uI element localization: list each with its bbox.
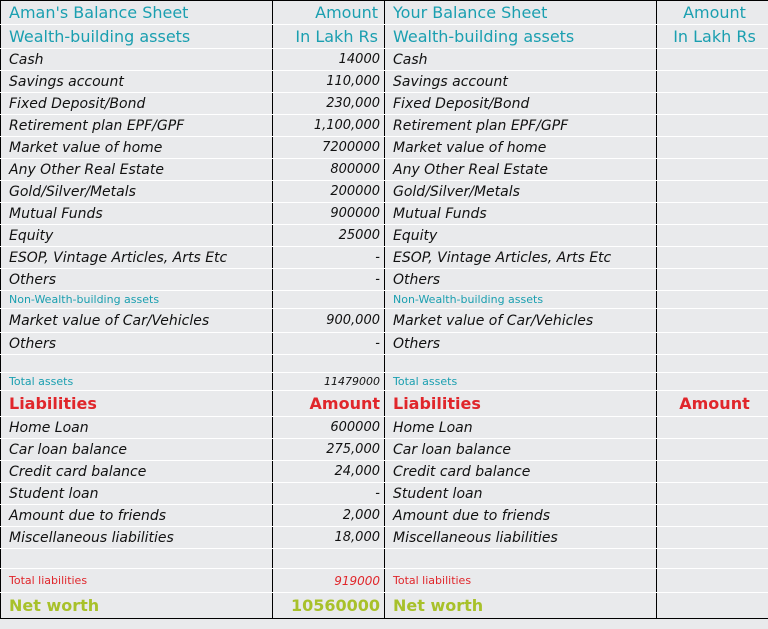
aman-liability-value: 600000 (273, 417, 385, 439)
your-liability-value[interactable] (657, 439, 768, 461)
your-asset-value[interactable] (657, 159, 768, 181)
empty-cell (385, 355, 657, 373)
your-non-wealth-label: Non-Wealth-building assets (385, 291, 657, 309)
your-asset-value[interactable] (657, 203, 768, 225)
aman-net-worth-value: 10560000 (273, 593, 385, 619)
aman-total-assets-value: 11479000 (273, 373, 385, 391)
your-asset-value[interactable] (657, 71, 768, 93)
your-non-wealth-value[interactable] (657, 309, 768, 333)
empty-cell (385, 549, 657, 569)
your-liability-label: Credit card balance (385, 461, 657, 483)
your-total-assets-value[interactable] (657, 373, 768, 391)
aman-total-liabilities-value: 919000 (273, 569, 385, 593)
empty-cell (1, 549, 273, 569)
your-non-wealth-item: Market value of Car/Vehicles (385, 309, 657, 333)
total-liabilities-row (1, 569, 768, 593)
liability-row (1, 505, 768, 527)
aman-asset-label: Mutual Funds (1, 203, 273, 225)
your-title: Your Balance Sheet (385, 1, 657, 25)
your-asset-label: Gold/Silver/Metals (385, 181, 657, 203)
your-total-liabilities-value[interactable] (657, 569, 768, 593)
aman-liability-value: 18,000 (273, 527, 385, 549)
your-asset-value[interactable] (657, 181, 768, 203)
empty-cell (657, 355, 768, 373)
aman-asset-label: Savings account (1, 71, 273, 93)
aman-asset-label: Cash (1, 49, 273, 71)
asset-row (1, 115, 768, 137)
your-asset-value[interactable] (657, 247, 768, 269)
your-asset-label: Savings account (385, 71, 657, 93)
empty-cell (273, 355, 385, 373)
aman-asset-label: Others (1, 269, 273, 291)
aman-liability-label: Home Loan (1, 417, 273, 439)
aman-asset-value: 110,000 (273, 71, 385, 93)
your-asset-label: Equity (385, 225, 657, 247)
aman-asset-label: Gold/Silver/Metals (1, 181, 273, 203)
aman-liability-value: - (273, 483, 385, 505)
title-row (1, 1, 768, 25)
asset-row (1, 71, 768, 93)
your-asset-label: Fixed Deposit/Bond (385, 93, 657, 115)
aman-non-wealth-value: - (273, 333, 385, 355)
your-asset-value[interactable] (657, 115, 768, 137)
aman-unit-label: In Lakh Rs (273, 25, 385, 49)
aman-asset-value: 25000 (273, 225, 385, 247)
aman-liability-value: 275,000 (273, 439, 385, 461)
asset-row (1, 93, 768, 115)
aman-asset-value: 14000 (273, 49, 385, 71)
liability-row (1, 483, 768, 505)
total-assets-row (1, 373, 768, 391)
empty-cell (273, 549, 385, 569)
empty-cell (1, 355, 273, 373)
aman-title: Aman's Balance Sheet (1, 1, 273, 25)
your-liability-value[interactable] (657, 527, 768, 549)
your-total-liabilities-label: Total liabilities (385, 569, 657, 593)
your-liability-label: Home Loan (385, 417, 657, 439)
aman-asset-value: - (273, 247, 385, 269)
aman-asset-label: Equity (1, 225, 273, 247)
aman-asset-label: Retirement plan EPF/GPF (1, 115, 273, 137)
your-liability-value[interactable] (657, 417, 768, 439)
asset-row (1, 269, 768, 291)
non-wealth-row (1, 333, 768, 355)
liability-row (1, 461, 768, 483)
your-liability-value[interactable] (657, 483, 768, 505)
your-liability-label: Student loan (385, 483, 657, 505)
your-asset-label: Others (385, 269, 657, 291)
aman-asset-value: - (273, 269, 385, 291)
aman-asset-value: 1,100,000 (273, 115, 385, 137)
empty-cell (657, 291, 768, 309)
empty-cell (273, 291, 385, 309)
your-amount-header: Amount (657, 1, 768, 25)
liabilities-header-row (1, 391, 768, 417)
aman-asset-label: Fixed Deposit/Bond (1, 93, 273, 115)
subheader-row (1, 25, 768, 49)
aman-liability-label: Credit card balance (1, 461, 273, 483)
your-net-worth-value[interactable] (657, 593, 768, 619)
aman-liability-label: Car loan balance (1, 439, 273, 461)
aman-non-wealth-value: 900,000 (273, 309, 385, 333)
your-total-assets-label: Total assets (385, 373, 657, 391)
your-asset-value[interactable] (657, 49, 768, 71)
aman-liability-label: Miscellaneous liabilities (1, 527, 273, 549)
asset-row (1, 225, 768, 247)
your-asset-label: Retirement plan EPF/GPF (385, 115, 657, 137)
aman-asset-label: Market value of home (1, 137, 273, 159)
aman-asset-value: 7200000 (273, 137, 385, 159)
aman-liability-label: Student loan (1, 483, 273, 505)
aman-wealth-building-label: Wealth-building assets (1, 25, 273, 49)
your-liability-value[interactable] (657, 461, 768, 483)
aman-net-worth-label: Net worth (1, 593, 273, 619)
your-asset-label: ESOP, Vintage Articles, Arts Etc (385, 247, 657, 269)
non-wealth-header-row (1, 291, 768, 309)
aman-amount-header: Amount (273, 1, 385, 25)
your-liabilities-amount-header: Amount (657, 391, 768, 417)
aman-liability-value: 24,000 (273, 461, 385, 483)
aman-asset-label: Any Other Real Estate (1, 159, 273, 181)
aman-total-assets-label: Total assets (1, 373, 273, 391)
aman-non-wealth-item: Market value of Car/Vehicles (1, 309, 273, 333)
your-asset-label: Market value of home (385, 137, 657, 159)
non-wealth-row (1, 309, 768, 333)
your-liability-label: Miscellaneous liabilities (385, 527, 657, 549)
aman-asset-value: 200000 (273, 181, 385, 203)
aman-non-wealth-item: Others (1, 333, 273, 355)
your-asset-value[interactable] (657, 137, 768, 159)
your-asset-label: Cash (385, 49, 657, 71)
asset-row (1, 203, 768, 225)
empty-cell (657, 549, 768, 569)
your-non-wealth-value[interactable] (657, 333, 768, 355)
your-asset-label: Mutual Funds (385, 203, 657, 225)
your-asset-value[interactable] (657, 225, 768, 247)
asset-row (1, 49, 768, 71)
aman-asset-value: 900000 (273, 203, 385, 225)
aman-total-liabilities-label: Total liabilities (1, 569, 273, 593)
your-liability-label: Amount due to friends (385, 505, 657, 527)
aman-liabilities-header: Liabilities (1, 391, 273, 417)
your-wealth-building-label: Wealth-building assets (385, 25, 657, 49)
liability-row (1, 527, 768, 549)
aman-liabilities-amount-header: Amount (273, 391, 385, 417)
aman-asset-value: 800000 (273, 159, 385, 181)
your-liability-label: Car loan balance (385, 439, 657, 461)
aman-non-wealth-label: Non-Wealth-building assets (1, 291, 273, 309)
aman-asset-value: 230,000 (273, 93, 385, 115)
your-asset-value[interactable] (657, 269, 768, 291)
spacer-row (1, 549, 768, 569)
your-asset-value[interactable] (657, 93, 768, 115)
your-unit-label: In Lakh Rs (657, 25, 768, 49)
aman-asset-label: ESOP, Vintage Articles, Arts Etc (1, 247, 273, 269)
asset-row (1, 159, 768, 181)
liability-row (1, 439, 768, 461)
your-liability-value[interactable] (657, 505, 768, 527)
spacer-row (1, 355, 768, 373)
aman-liability-value: 2,000 (273, 505, 385, 527)
asset-row (1, 181, 768, 203)
your-liabilities-header: Liabilities (385, 391, 657, 417)
aman-liability-label: Amount due to friends (1, 505, 273, 527)
your-non-wealth-item: Others (385, 333, 657, 355)
asset-row (1, 137, 768, 159)
your-net-worth-label: Net worth (385, 593, 657, 619)
asset-row (1, 247, 768, 269)
net-worth-row (1, 593, 768, 619)
your-asset-label: Any Other Real Estate (385, 159, 657, 181)
liability-row (1, 417, 768, 439)
